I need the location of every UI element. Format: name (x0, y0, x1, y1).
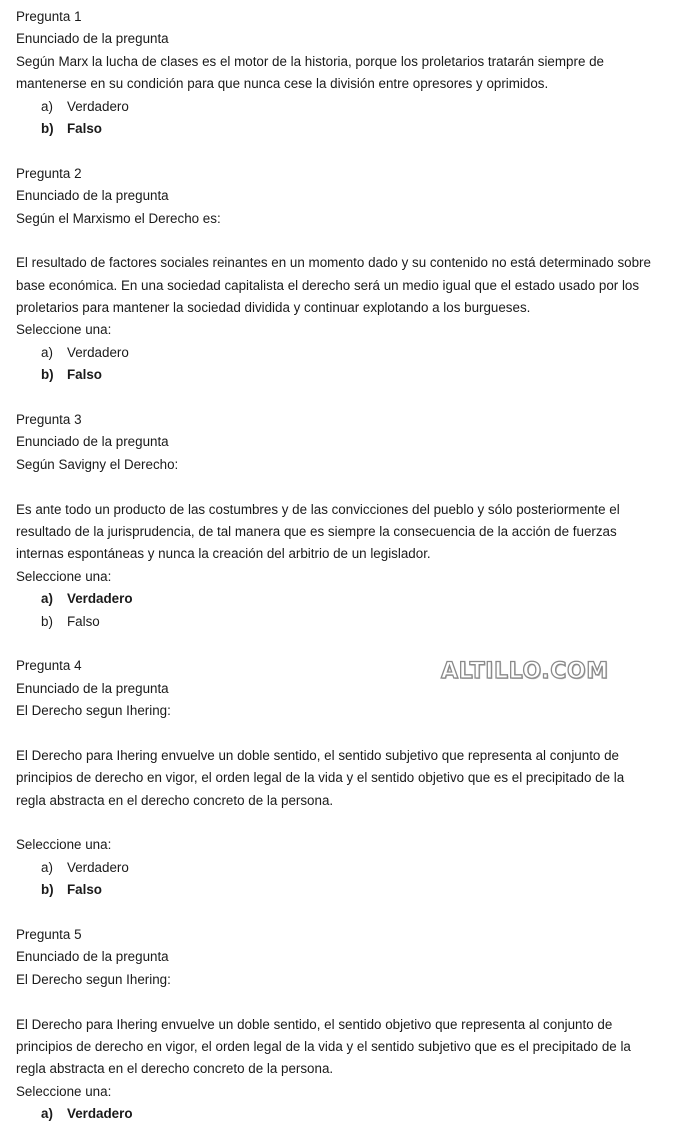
watermark-logo: ALTILLO.COM (441, 659, 609, 684)
option-text: Falso (67, 613, 100, 629)
question-label: Pregunta 5 (16, 927, 82, 943)
option-b[interactable] (16, 611, 700, 633)
option-b[interactable] (16, 364, 700, 386)
select-label: Seleccione una: (16, 322, 112, 338)
question-text-line: Según Marx la lucha de clases es el motor de la historia, porque los proletarios tratarán siempre de (16, 53, 605, 69)
question-1 (16, 6, 700, 163)
question-text-line: resultado de la jurisprudencia, de tal manera que es siempre la consecuencia de la acción de fuerzas (16, 523, 617, 539)
question-text-line: regla abstracta en el derecho concreto de la persona. (16, 1061, 334, 1077)
option-letter: b) (41, 367, 54, 383)
question-label: Pregunta 4 (16, 658, 82, 674)
option-text: Verdadero (67, 591, 133, 607)
option-a[interactable] (16, 342, 700, 364)
option-b[interactable] (16, 118, 700, 140)
question-text-line: principios de derecho en vigor, el orden legal de la vida y el sentido subjetivo que es el precipitado de la (16, 1038, 631, 1054)
question-4 (16, 655, 700, 924)
option-letter: a) (41, 344, 53, 360)
option-a[interactable] (16, 96, 700, 118)
question-2 (16, 163, 700, 409)
option-text: Verdadero (67, 344, 129, 360)
question-text-line: regla abstracta en el derecho concreto de la persona. (16, 792, 334, 808)
question-text-line: mantenerse en su condición para que nunca cese la división entre opresores y oprimidos. (16, 76, 549, 92)
question-intro: El Derecho segun Ihering: (16, 971, 171, 987)
option-letter: a) (41, 98, 53, 114)
question-header: Enunciado de la pregunta (16, 434, 169, 450)
option-letter: b) (41, 613, 53, 629)
question-intro: Según el Marxismo el Derecho es: (16, 210, 221, 226)
question-text-line: Es ante todo un producto de las costumbres y de las convicciones del pueblo y sólo posteriormente el (16, 501, 620, 517)
question-text-line: El Derecho para Ihering envuelve un doble sentido, el sentido objetivo que representa al conjunto de (16, 1016, 613, 1032)
option-letter: a) (41, 591, 53, 607)
question-header: Enunciado de la pregunta (16, 188, 169, 204)
question-intro: El Derecho segun Ihering: (16, 703, 171, 719)
question-label: Pregunta 2 (16, 165, 82, 181)
option-letter: b) (41, 120, 54, 136)
option-text: Verdadero (67, 859, 129, 875)
question-header: Enunciado de la pregunta (16, 680, 169, 696)
question-5 (16, 924, 700, 1126)
option-text: Verdadero (67, 98, 129, 114)
select-label: Seleccione una: (16, 837, 112, 853)
option-a[interactable] (16, 588, 700, 610)
option-a[interactable] (16, 857, 700, 879)
option-text: Falso (67, 120, 102, 136)
option-b[interactable] (16, 879, 700, 901)
question-text-line: principios de derecho en vigor, el orden legal de la vida y el sentido objetivo que es el precipitado de la (16, 770, 625, 786)
question-3 (16, 409, 700, 655)
question-header: Enunciado de la pregunta (16, 949, 169, 965)
option-letter: a) (41, 1106, 53, 1122)
question-intro: Según Savigny el Derecho: (16, 456, 179, 472)
question-label: Pregunta 3 (16, 412, 82, 428)
select-label: Seleccione una: (16, 568, 112, 584)
question-text-line: El Derecho para Ihering envuelve un doble sentido, el sentido subjetivo que representa al conjunto de (16, 747, 619, 763)
question-label: Pregunta 1 (16, 9, 82, 24)
option-text: Falso (67, 367, 102, 383)
document-body (16, 6, 700, 1126)
option-letter: a) (41, 859, 53, 875)
question-text-line: base económica. En una sociedad capitalista el derecho será un medio igual que el estado usado por los (16, 277, 640, 293)
option-text: Verdadero (67, 1106, 133, 1122)
question-text-line: proletarios para mantener la sociedad dividida y continuar explotando a los burgueses. (16, 300, 531, 316)
select-label: Seleccione una: (16, 1083, 112, 1099)
question-text-line: El resultado de factores sociales reinantes en un momento dado y su contenido no está determinado sobre (16, 255, 651, 271)
option-letter: b) (41, 882, 54, 898)
option-text: Falso (67, 882, 102, 898)
question-header: Enunciado de la pregunta (16, 31, 169, 47)
question-text-line: internas espontáneas y nunca la creación del arbitrio de un legislador. (16, 546, 431, 562)
option-a[interactable] (16, 1103, 700, 1125)
